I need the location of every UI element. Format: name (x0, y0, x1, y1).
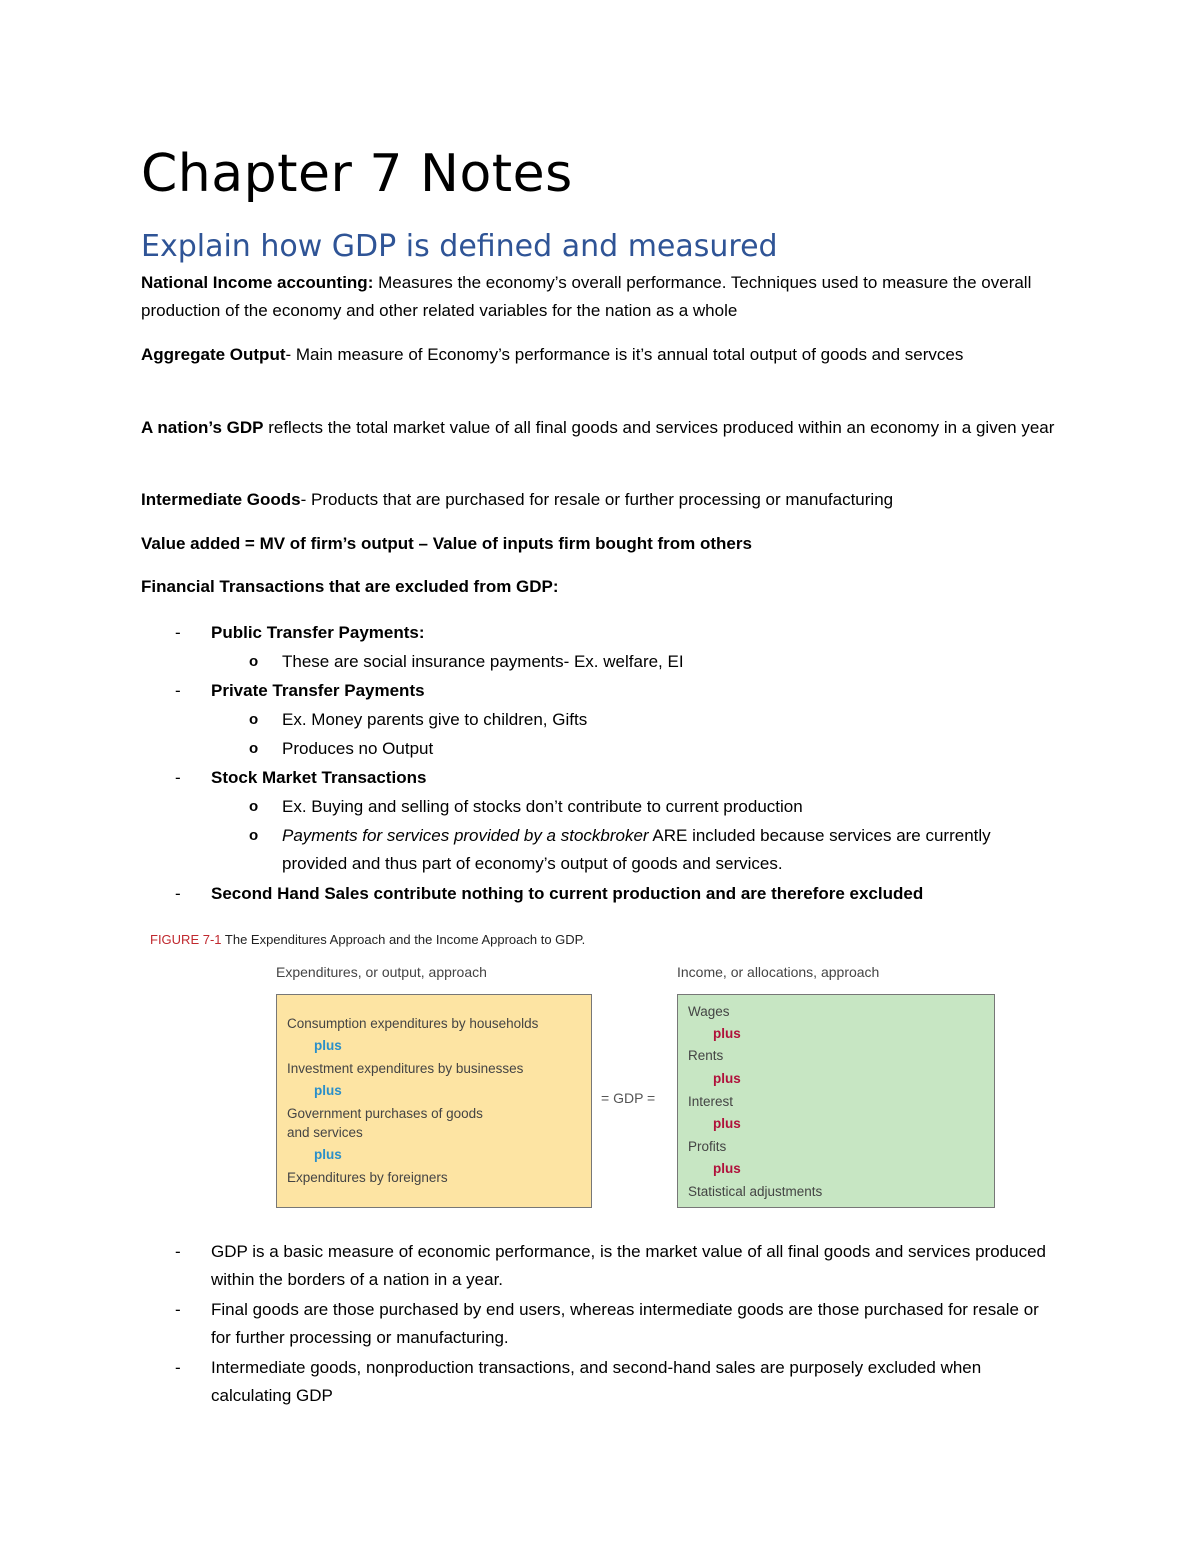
sub-list-item-text: Ex. Buying and selling of stocks don’t contribute to current production (282, 797, 803, 816)
list-item-label: Second Hand Sales contribute nothing to current production and are therefore excluded (211, 884, 924, 903)
expenditure-item: Consumption expenditures by households (287, 1016, 539, 1031)
list-item-label: Private Transfer Payments (211, 681, 425, 700)
summary-text: Intermediate goods, nonproduction transactions, and second-hand sales are purposely excluded when calculating GDP (211, 1358, 982, 1405)
paragraph-aggregate-output (141, 341, 1061, 369)
sub-list-item-text: Produces no Output (282, 739, 434, 758)
figure-number: FIGURE 7-1 (150, 932, 222, 947)
income-item: Statistical adjustments (688, 1184, 823, 1199)
dash-marker: - (175, 1242, 181, 1261)
income-item: Profits (688, 1139, 727, 1154)
expenditure-item: Government purchases of goods (287, 1106, 483, 1121)
term: Financial Transactions that are excluded from GDP: (141, 577, 559, 596)
circle-marker: o (249, 711, 259, 728)
plus-label: plus (713, 1116, 741, 1131)
definition: Measures the economy’s overall performance. Techniques used to measure the overall production of the economy and other related variables for the nation as a whole (141, 273, 1032, 320)
stockbroker-text: ARE included because services are currently provided and thus part of economy’s output of goods and services. (282, 826, 991, 873)
summary-text: Final goods are those purchased by end users, whereas intermediate goods are those purchased for resale or for further processing or manufacturing. (211, 1300, 1039, 1347)
definition: - Main measure of Economy’s performance is it’s annual total output of goods and servces (285, 345, 964, 364)
term: Aggregate Output (141, 345, 286, 364)
list-item-label: Public Transfer Payments: (211, 623, 425, 642)
list-item-label: Stock Market Transactions (211, 768, 427, 787)
definition: - Products that are purchased for resale or further processing or manufacturing (300, 490, 894, 509)
expenditure-item: Investment expenditures by businesses (287, 1061, 524, 1076)
term: Intermediate Goods (141, 490, 301, 509)
sub-list-item-text (282, 822, 1022, 878)
paragraph-intermediate-goods (141, 486, 1061, 514)
dash-marker: - (175, 623, 181, 642)
summary-text: GDP is a basic measure of economic performance, is the market value of all final goods and services produced within the borders of a nation in a year. (211, 1242, 1046, 1289)
dash-marker: - (175, 1358, 181, 1377)
plus-label: plus (314, 1147, 342, 1162)
dash-marker: - (175, 681, 181, 700)
paragraph-national-income (141, 269, 1061, 325)
plus-label: plus (713, 1026, 741, 1041)
paragraph-nation-gdp (141, 414, 1061, 442)
stockbroker-emphasis: Payments for services provided by a stockbroker (282, 826, 649, 845)
plus-label: plus (713, 1071, 741, 1086)
expenditures-box (276, 994, 592, 1208)
term: Value added = MV of firm’s output – Value of inputs firm bought from others (141, 534, 752, 553)
paragraph-excluded-heading (141, 573, 1061, 601)
circle-marker: o (249, 827, 259, 844)
income-box (677, 994, 995, 1208)
circle-marker: o (249, 798, 259, 815)
plus-label: plus (713, 1161, 741, 1176)
figure-caption (150, 932, 585, 947)
figure-gdp-approaches (150, 932, 1010, 1222)
term: National Income accounting: (141, 273, 374, 292)
income-item: Wages (688, 1004, 730, 1019)
expenditure-item: Expenditures by foreigners (287, 1170, 448, 1185)
equals-gdp-label: = GDP = (601, 1090, 656, 1106)
right-column-header: Income, or allocations, approach (677, 964, 880, 980)
left-column-header: Expenditures, or output, approach (276, 964, 487, 980)
expenditure-item: and services (287, 1125, 363, 1140)
definition: reflects the total market value of all final goods and services produced within an economy in a given year (263, 418, 1055, 437)
sub-list-item-text: Ex. Money parents give to children, Gifts (282, 710, 588, 729)
circle-marker: o (249, 653, 259, 670)
term: A nation’s GDP (141, 418, 264, 437)
income-item: Rents (688, 1048, 724, 1063)
plus-label: plus (314, 1083, 342, 1098)
sub-list-item-text: These are social insurance payments- Ex. welfare, EI (282, 652, 684, 671)
dash-marker: - (175, 884, 181, 903)
plus-label: plus (314, 1038, 342, 1053)
figure-title: The Expenditures Approach and the Income Approach to GDP. (221, 932, 586, 947)
dash-marker: - (175, 1300, 181, 1319)
page-title: Chapter 7 Notes (141, 144, 573, 204)
income-item: Interest (688, 1094, 734, 1109)
paragraph-value-added (141, 530, 1061, 558)
section-heading: Explain how GDP is defined and measured (141, 229, 778, 264)
circle-marker: o (249, 740, 259, 757)
dash-marker: - (175, 768, 181, 787)
